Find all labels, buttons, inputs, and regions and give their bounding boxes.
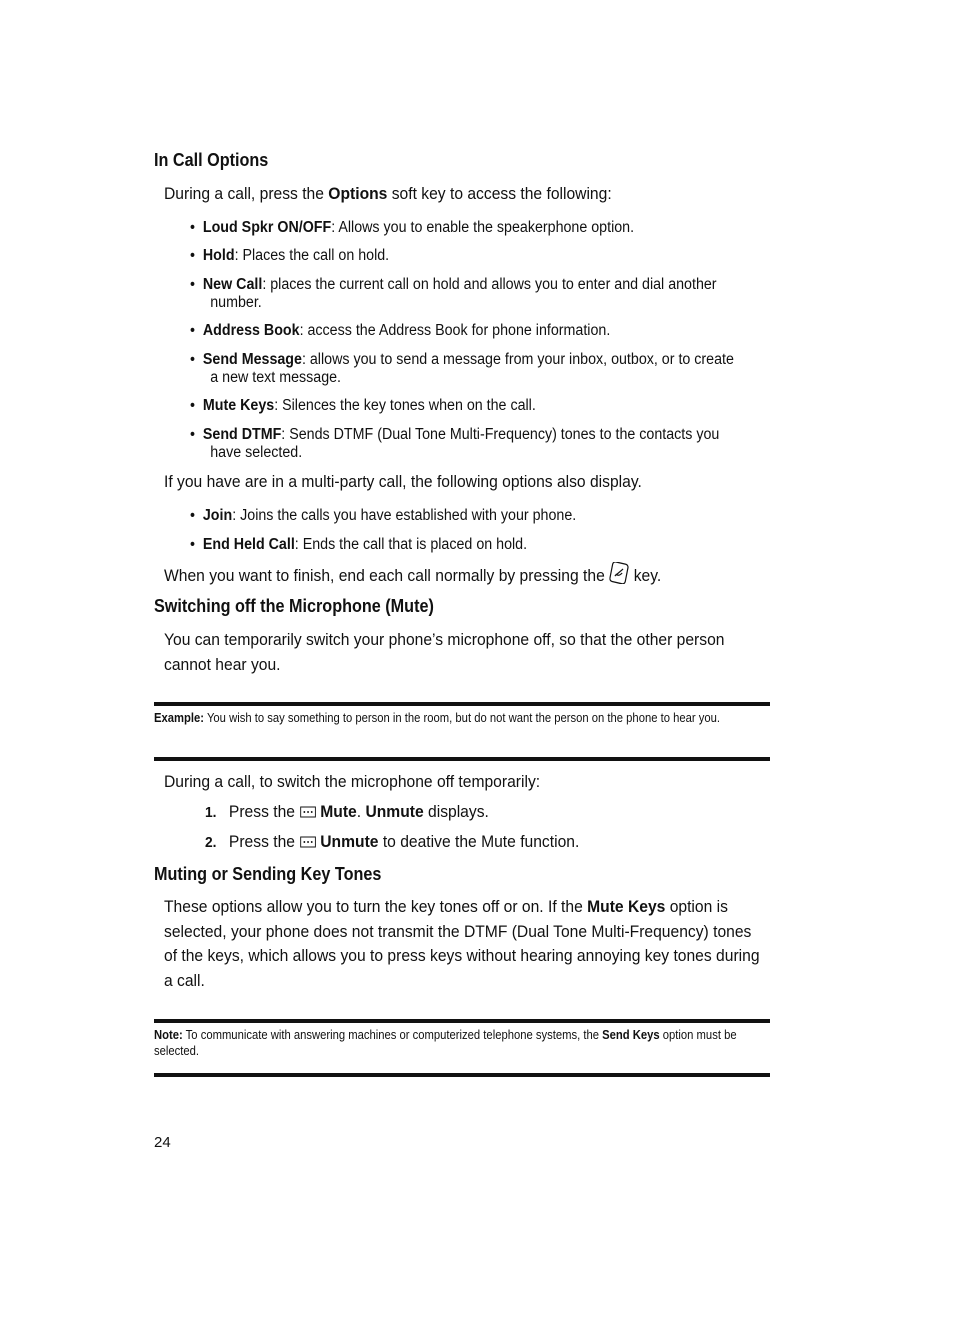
section-title-mute: Switching off the Microphone (Mute) <box>154 596 434 616</box>
example-note: Example: You wish to say something to person in the room, but do not want the person on the phone to hear you. <box>154 711 721 725</box>
bullet-end-held-call: • End Held Call: Ends the call that is placed on hold. <box>190 536 528 553</box>
step-2: 2. Press the Unmute to deative the Mute function. <box>205 831 579 856</box>
divider <box>154 1019 770 1023</box>
section-title-key-tones: Muting or Sending Key Tones <box>154 864 382 884</box>
bullet-loud-spkr: • Loud Spkr ON/OFF: Allows you to enable the speakerphone option. <box>190 219 635 236</box>
bullet-mute-keys: • Mute Keys: Silences the key tones when on the call. <box>190 397 536 414</box>
section-title-in-call-options: In Call Options <box>154 150 269 170</box>
mute-paragraph: You can temporarily switch your phone’s microphone off, so that the other person cannot hear you. <box>164 630 725 674</box>
bullet-new-call: • New Call: places the current call on hold and allows you to enter and dial another number. <box>190 276 717 311</box>
multiparty-text: If you have are in a multi-party call, the following options also display. <box>164 472 642 491</box>
divider <box>154 702 770 706</box>
key-tones-paragraph: These options allow you to turn the key tones off or on. If the Mute Keys option is selected, your phone does not transmit the DTMF (Dual Tone Multi-Frequency) tones of the keys, which allows you to press keys without hearing annoying key tones during a call. <box>164 897 760 990</box>
page-number: 24 <box>154 1134 171 1151</box>
soft-key-icon <box>299 804 316 826</box>
bullet-join: • Join: Joins the calls you have established with your phone. <box>190 507 577 524</box>
bullet-hold: • Hold: Places the call on hold. <box>190 247 390 264</box>
bullet-send-message: • Send Message: allows you to send a message from your inbox, outbox, or to create a new text message. <box>190 351 734 386</box>
note-send-keys: Note: To communicate with answering machines or computerized telephone systems, the Send Keys option must be selected. <box>154 1028 737 1058</box>
bullet-send-dtmf: • Send DTMF: Sends DTMF (Dual Tone Multi-Frequency) tones to the contacts you have selected. <box>190 426 720 461</box>
end-call-key-icon <box>609 562 629 592</box>
finish-text: When you want to finish, end each call normally by pressing the key. <box>164 562 771 592</box>
during-call-text: During a call, to switch the microphone off temporarily: <box>164 772 541 791</box>
divider <box>154 1073 770 1077</box>
divider <box>154 757 770 761</box>
step-1: 1. Press the Mute. Unmute displays. <box>205 801 489 826</box>
bullet-address-book: • Address Book: access the Address Book for phone information. <box>190 322 611 339</box>
soft-key-icon <box>299 834 316 856</box>
in-call-intro: During a call, press the Options soft key to access the following: <box>164 184 612 203</box>
